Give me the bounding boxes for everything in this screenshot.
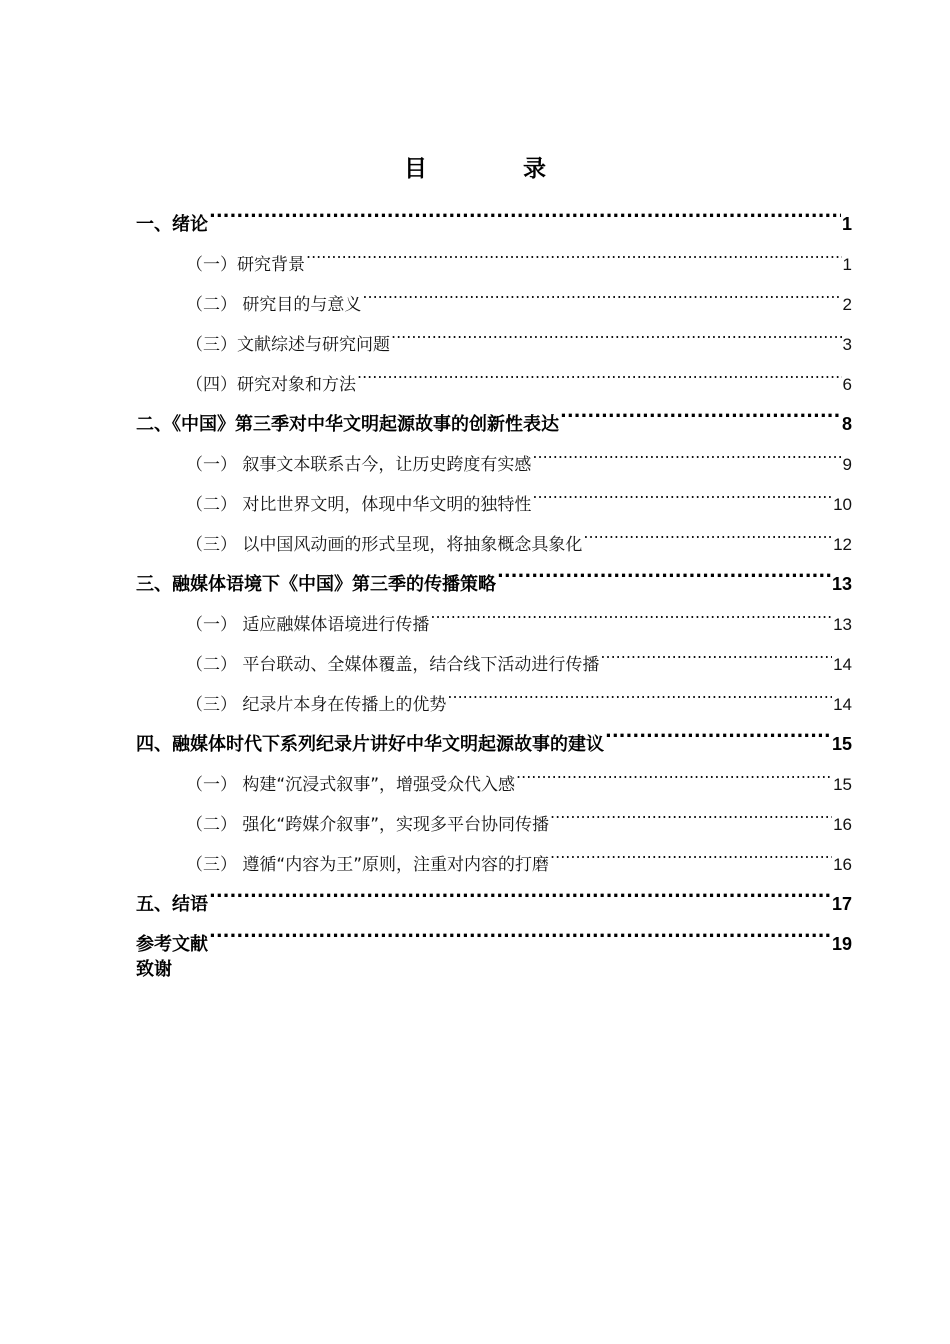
toc-entry-page-number: 15 bbox=[833, 775, 852, 794]
dot-leader bbox=[357, 350, 842, 390]
toc-entry-page-number: 15 bbox=[831, 734, 852, 754]
toc-entry-label: 五、结语 bbox=[136, 894, 208, 915]
toc-entry-label: （一）研究背景 bbox=[186, 255, 305, 275]
toc-title: 目 录 bbox=[403, 156, 590, 182]
toc-entry-label: （一） 叙事文本联系古今，让历史跨度有实感 bbox=[186, 455, 532, 475]
table-of-contents bbox=[136, 190, 852, 990]
dot-leader bbox=[391, 310, 842, 350]
toc-entry-label: （二） 对比世界文明，体现中华文明的独特性 bbox=[186, 495, 532, 515]
dot-leader bbox=[497, 550, 831, 590]
toc-entry-page-number: 6 bbox=[842, 375, 852, 394]
dot-leader bbox=[532, 470, 832, 510]
toc-entry-page-number: 10 bbox=[833, 495, 852, 514]
toc-entry-chapter[interactable] bbox=[136, 950, 852, 990]
dot-leader bbox=[583, 510, 832, 550]
toc-entry-chapter[interactable] bbox=[136, 870, 852, 915]
dot-leader bbox=[516, 750, 832, 790]
toc-entry-section[interactable] bbox=[136, 230, 852, 275]
dot-leader bbox=[430, 590, 832, 630]
toc-entry-label: （三）文献综述与研究问题 bbox=[186, 335, 390, 355]
dot-leader bbox=[605, 710, 831, 750]
toc-entry-page-number: 3 bbox=[842, 335, 852, 354]
toc-entry-chapter[interactable] bbox=[136, 190, 852, 235]
toc-entry-page-number: 16 bbox=[833, 855, 852, 874]
toc-entry-label: （三） 以中国风动画的形式呈现，将抽象概念具象化 bbox=[186, 535, 583, 555]
toc-entry-label: （二） 平台联动、全媒体覆盖，结合线下活动进行传播 bbox=[186, 655, 600, 675]
toc-entry-label: 致谢 bbox=[136, 959, 172, 980]
toc-entry-page-number: 12 bbox=[833, 535, 852, 554]
toc-entry-label: （二） 研究目的与意义 bbox=[186, 295, 362, 315]
toc-entry-label: （三） 纪录片本身在传播上的优势 bbox=[186, 695, 447, 715]
toc-entry-label: 二、《中国》第三季对中华文明起源故事的创新性表达 bbox=[136, 414, 559, 435]
dot-leader bbox=[532, 430, 841, 470]
dot-leader bbox=[550, 830, 832, 870]
dot-leader bbox=[209, 190, 841, 230]
dot-leader bbox=[209, 910, 831, 950]
toc-entry-page-number: 13 bbox=[833, 615, 852, 634]
dot-leader bbox=[306, 230, 842, 270]
toc-entry-label: 一、绪论 bbox=[136, 214, 208, 235]
toc-entry-page-number: 8 bbox=[841, 414, 852, 434]
toc-entry-page-number: 2 bbox=[842, 295, 852, 314]
dot-leader bbox=[600, 630, 832, 670]
toc-entry-chapter[interactable] bbox=[136, 910, 852, 955]
toc-entry-label: （四）研究对象和方法 bbox=[186, 375, 356, 395]
toc-entry-label: （一） 构建“沉浸式叙事”，增强受众代入感 bbox=[186, 775, 516, 795]
toc-entry-page-number: 17 bbox=[831, 894, 852, 914]
toc-entry-page-number: 1 bbox=[841, 214, 852, 234]
toc-entry-page-number: 14 bbox=[833, 695, 852, 714]
dot-leader bbox=[447, 670, 832, 710]
toc-entry-page-number: 16 bbox=[833, 815, 852, 834]
toc-entry-label: 参考文献 bbox=[136, 934, 208, 955]
dot-leader bbox=[560, 390, 841, 430]
toc-entry-label: （三） 遵循“内容为王”原则，注重对内容的打磨 bbox=[186, 855, 550, 875]
toc-entry-page-number: 13 bbox=[831, 574, 852, 594]
toc-entry-label: （二） 强化“跨媒介叙事”，实现多平台协同传播 bbox=[186, 815, 550, 835]
dot-leader bbox=[362, 270, 841, 310]
toc-entry-page-number: 9 bbox=[842, 455, 852, 474]
toc-entry-page-number: 1 bbox=[842, 255, 852, 274]
toc-entry-page-number: 19 bbox=[831, 934, 852, 954]
dot-leader bbox=[550, 790, 832, 830]
toc-entry-page-number: 14 bbox=[833, 655, 852, 674]
toc-entry-label: 四、融媒体时代下系列纪录片讲好中华文明起源故事的建议 bbox=[136, 734, 604, 755]
toc-entry-label: （一） 适应融媒体语境进行传播 bbox=[186, 615, 430, 635]
toc-entry-label: 三、融媒体语境下《中国》第三季的传播策略 bbox=[136, 574, 496, 595]
dot-leader bbox=[209, 870, 831, 910]
